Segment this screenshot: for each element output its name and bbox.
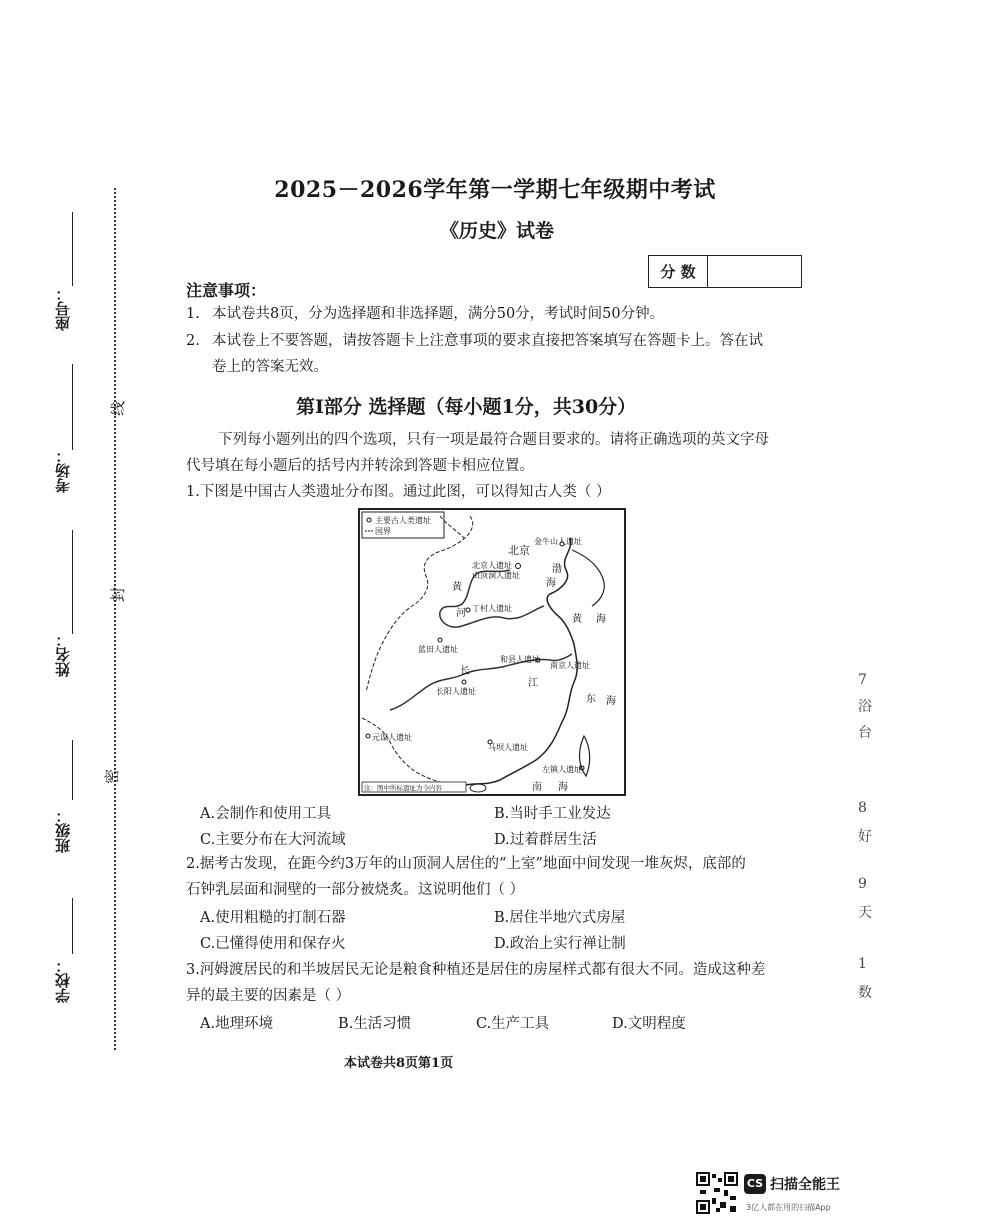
site-lantian (438, 638, 442, 642)
legend-site-label: 主要古人类遗址 (375, 516, 431, 525)
note-text: 本试卷上不要答题，请按答题卡上注意事项的要求直接把答案填写在答题卡上。答在试 (212, 333, 763, 349)
edge-fragment: 台 (858, 725, 872, 741)
ancient-sites-map (358, 508, 626, 796)
note-num: 2. (186, 333, 200, 349)
site-beijing-man (516, 564, 521, 569)
edge-fragment: 天 (858, 905, 872, 921)
water-nan: 南 (532, 782, 542, 793)
site-label-hexian: 和县人遗址 (500, 655, 540, 664)
water-huang-2: 黄 (572, 614, 582, 625)
q3-option-b[interactable]: B.生活习惯 (338, 1016, 412, 1032)
scanner-tagline: 3亿人都在用的扫描App (746, 1203, 831, 1212)
q1-option-c[interactable]: C.主要分布在大河流域 (200, 832, 346, 848)
water-hai-4: 海 (558, 782, 568, 793)
field-label-name: 姓名： (54, 632, 72, 677)
q2-option-c[interactable]: C.已懂得使用和保存火 (200, 936, 346, 952)
site-label-zuozhen: 左镇人遗址 (542, 765, 582, 774)
seal-char-line: 线 (109, 400, 128, 417)
q2-option-a[interactable]: A.使用粗糙的打制石器 (200, 910, 346, 926)
note-num: 1. (186, 306, 200, 322)
part1-heading: 第Ⅰ部分 选择题（每小题1分，共30分） (296, 396, 637, 418)
water-he: 河 (456, 608, 466, 619)
instruction-line-1: 下列每小题列出的四个选项，只有一项是最符合题目要求的。请将正确选项的英文字母 (218, 432, 769, 448)
water-huang-1: 黄 (452, 582, 462, 593)
edge-fragment: 1 (858, 956, 867, 972)
note-item-2-cont: 卷上的答案无效。 (212, 359, 328, 375)
site-label-beijing-man: 北京人遗址 (472, 561, 512, 570)
edge-fragment: 好 (858, 829, 872, 845)
q2-option-d[interactable]: D.政治上实行禅让制 (494, 936, 626, 952)
water-bo: 渤 (552, 564, 562, 575)
q1-option-d[interactable]: D.过着群居生活 (494, 832, 597, 848)
legend-border-label: 国界 (375, 527, 391, 536)
field-line-class (72, 740, 73, 800)
q1-option-b[interactable]: B.当时手工业发达 (494, 806, 611, 822)
exam-title: 2025－2026学年第一学期七年级期中考试 (274, 177, 716, 203)
qr-code-icon (696, 1172, 738, 1214)
site-label-lantian: 蓝田人遗址 (418, 645, 458, 654)
field-line-name (72, 530, 73, 634)
q3-option-a[interactable]: A.地理环境 (200, 1016, 274, 1032)
site-label-changyang: 长阳人遗址 (436, 687, 476, 696)
site-label-beijing: 北京 (508, 544, 530, 557)
notes-heading: 注意事项： (186, 281, 267, 300)
edge-fragment: 浴 (858, 699, 872, 715)
seal-char-secret: 密 (103, 768, 122, 785)
note-text: 本试卷共8页，分为选择题和非选择题，满分50分，考试时间50分钟。 (212, 306, 665, 322)
site-yuanmou (366, 734, 370, 738)
note-item-1 (186, 301, 664, 327)
peninsula-outline (572, 550, 604, 606)
q1-option-a[interactable]: A.会制作和使用工具 (200, 806, 332, 822)
score-box (648, 255, 802, 288)
scanner-app-name: 扫描全能王 (770, 1177, 840, 1193)
q3-option-d[interactable]: D.文明程度 (612, 1016, 686, 1032)
edge-fragment: 7 (858, 672, 867, 688)
field-label-school: 学校： (54, 958, 72, 1003)
water-dong: 东 (586, 694, 596, 705)
score-blank[interactable] (708, 256, 801, 287)
instruction-line-2: 代号填在每小题后的括号内并转涂到答题卡相应位置。 (186, 458, 534, 474)
note-item-2 (186, 328, 763, 354)
national-border (366, 516, 473, 692)
yangtze-river (390, 654, 572, 710)
edge-fragment: 数 (858, 985, 872, 1001)
field-line-seat (72, 212, 73, 286)
water-hai-1: 海 (546, 578, 556, 589)
field-label-class: 班级： (54, 808, 72, 853)
site-label-dingcun: 丁村人遗址 (472, 604, 512, 613)
question-3-stem-l2: 异的最主要的因素是（ ） (186, 988, 351, 1004)
field-label-seat: 座号： (54, 286, 72, 331)
question-3-stem-l1: 3.河姆渡居民的和半坡居民无论是粮食种植还是居住的房屋样式都有很大不同。造成这种差 (186, 962, 766, 978)
question-2-stem-l1: 2.据考古发现，在距今约3万年的山顶洞人居住的“上室”地面中间发现一堆灰烬，底部的 (186, 856, 746, 872)
cs-logo-icon: CS (744, 1174, 766, 1194)
question-1-stem: 1.下图是中国古人类遗址分布图。通过此图，可以得知古人类（ ） (186, 484, 611, 500)
water-chang: 长 (460, 666, 470, 677)
water-hai-3: 海 (606, 696, 616, 707)
binding-dotted-line (114, 188, 116, 1050)
exam-subtitle: 《历史》试卷 (440, 220, 555, 242)
site-label-shandingdong: 山顶洞人遗址 (472, 571, 520, 580)
page-footer: 本试卷共8页第1页 (344, 1056, 454, 1071)
site-label-nanjing: 南京人遗址 (550, 661, 590, 670)
q2-option-b[interactable]: B.居住半地穴式房屋 (494, 910, 626, 926)
scanner-watermark (696, 1170, 866, 1228)
seal-char-seal: 封 (109, 586, 128, 603)
field-label-room: 考场： (54, 448, 72, 493)
edge-fragment: 9 (858, 876, 867, 892)
question-2-stem-l2: 石钟乳层面和洞壁的一部分被烧炙。这说明他们（ ） (186, 882, 525, 898)
national-border-south (362, 718, 460, 786)
site-label-yuanmou: 元谋人遗址 (372, 733, 412, 742)
water-jiang: 江 (528, 678, 538, 689)
site-changyang (462, 680, 466, 684)
field-line-room (72, 364, 73, 450)
map-note: 注：图中所标遗址为今内容 (364, 784, 442, 792)
water-hai-2: 海 (596, 614, 606, 625)
map-svg (360, 510, 624, 794)
q3-option-c[interactable]: C.生产工具 (476, 1016, 550, 1032)
site-label-jinniushan: 金牛山人遗址 (534, 537, 582, 546)
hainan-island (470, 784, 486, 792)
edge-fragment: 8 (858, 800, 867, 816)
field-line-school (72, 898, 73, 954)
site-dingcun (466, 608, 470, 612)
site-label-maba: 马坝人遗址 (488, 743, 528, 752)
score-label: 分 数 (649, 256, 708, 287)
